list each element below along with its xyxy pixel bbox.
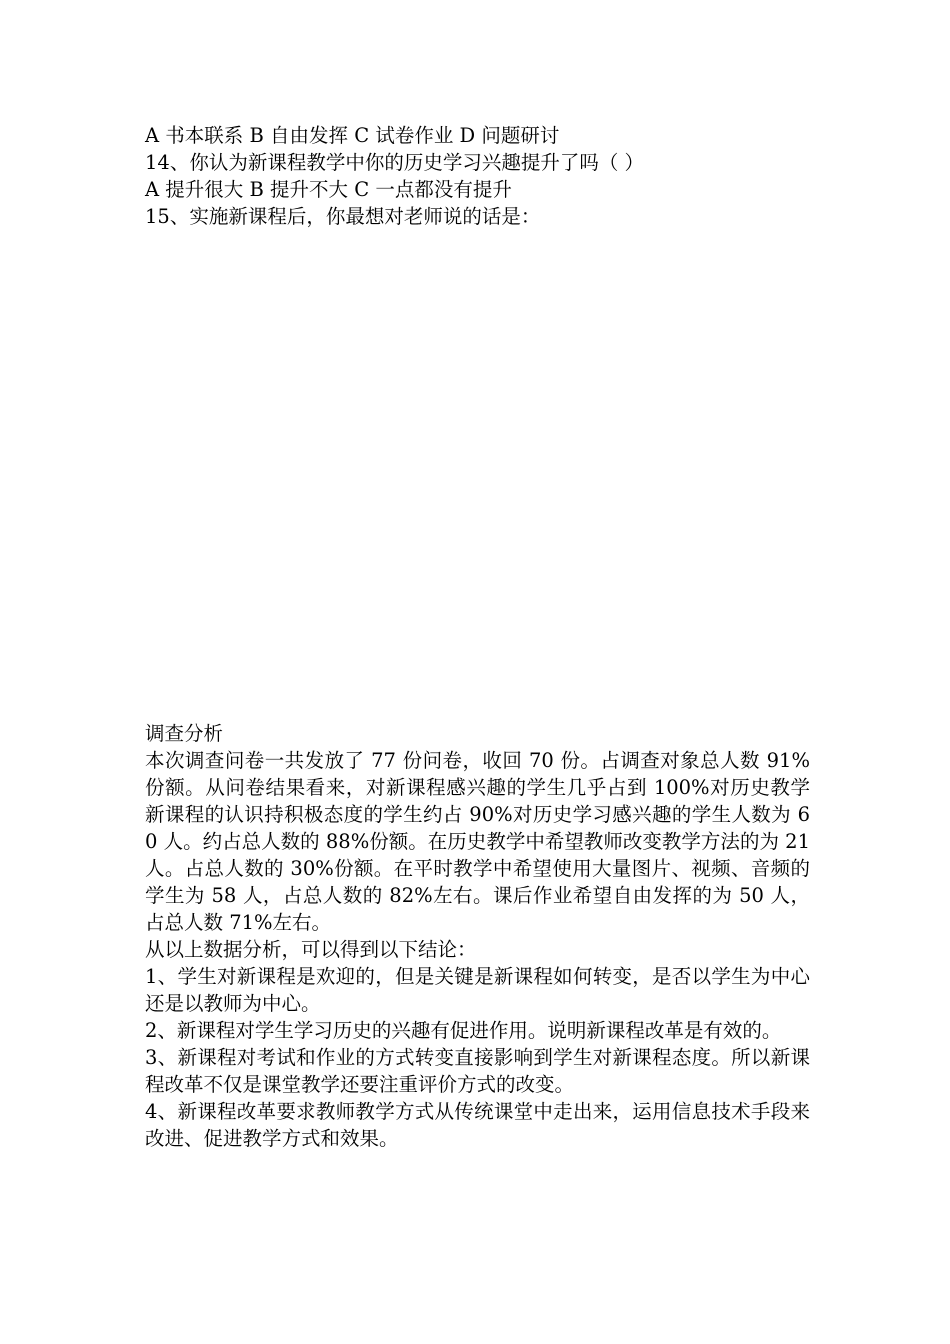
q14-options: A 提升很大 B 提升不大 C 一点都没有提升 <box>145 178 512 201</box>
conclusion-item: 2、新课程对学生学习历史的兴趣有促进作用。说明新课程改革是有效的。 <box>145 1019 782 1042</box>
analysis-section <box>145 720 810 1152</box>
q14-question: 14、你认为新课程教学中你的历史学习兴趣提升了吗（ ） <box>145 151 645 174</box>
q13-options: A 书本联系 B 自由发挥 C 试卷作业 D 问题研讨 <box>145 124 560 147</box>
analysis-heading: 调查分析 <box>145 722 224 745</box>
conclusion-item: 4、新课程改革要求教师教学方式从传统课堂中走出来，运用信息技术手段来改进、促进教学方式和效果。 <box>145 1100 810 1150</box>
analysis-summary: 本次调查问卷一共发放了 77 份问卷，收回 70 份。占调查对象总人数 91%份额。从问卷结果看来，对新课程感兴趣的学生几乎占到 100%对历史教学新课程的认识持积极态度的学生约占 90%对历史学习感兴趣的学生人数为 60 人。约占总人数的 88%份额。在历史教学中希望教师改变教学方法的为 21 人。占总人数的 30%份额。在平时教学中希望使用大量图片、视频、音频的学生为 58 人，占总人数的 82%左右。课后作业希望自由发挥的为 50 人，占总人数 71%左右。 <box>145 749 810 934</box>
questionnaire-section <box>145 122 810 230</box>
conclusion-intro: 从以上数据分析，可以得到以下结论： <box>145 938 477 961</box>
conclusion-item: 1、学生对新课程是欢迎的，但是关键是新课程如何转变，是否以学生为中心还是以教师为中心。 <box>145 965 810 1015</box>
q15-question: 15、实施新课程后，你最想对老师说的话是： <box>145 205 541 228</box>
conclusion-item: 3、新课程对考试和作业的方式转变直接影响到学生对新课程态度。所以新课程改革不仅是课堂教学还要注重评价方式的改变。 <box>145 1046 810 1096</box>
